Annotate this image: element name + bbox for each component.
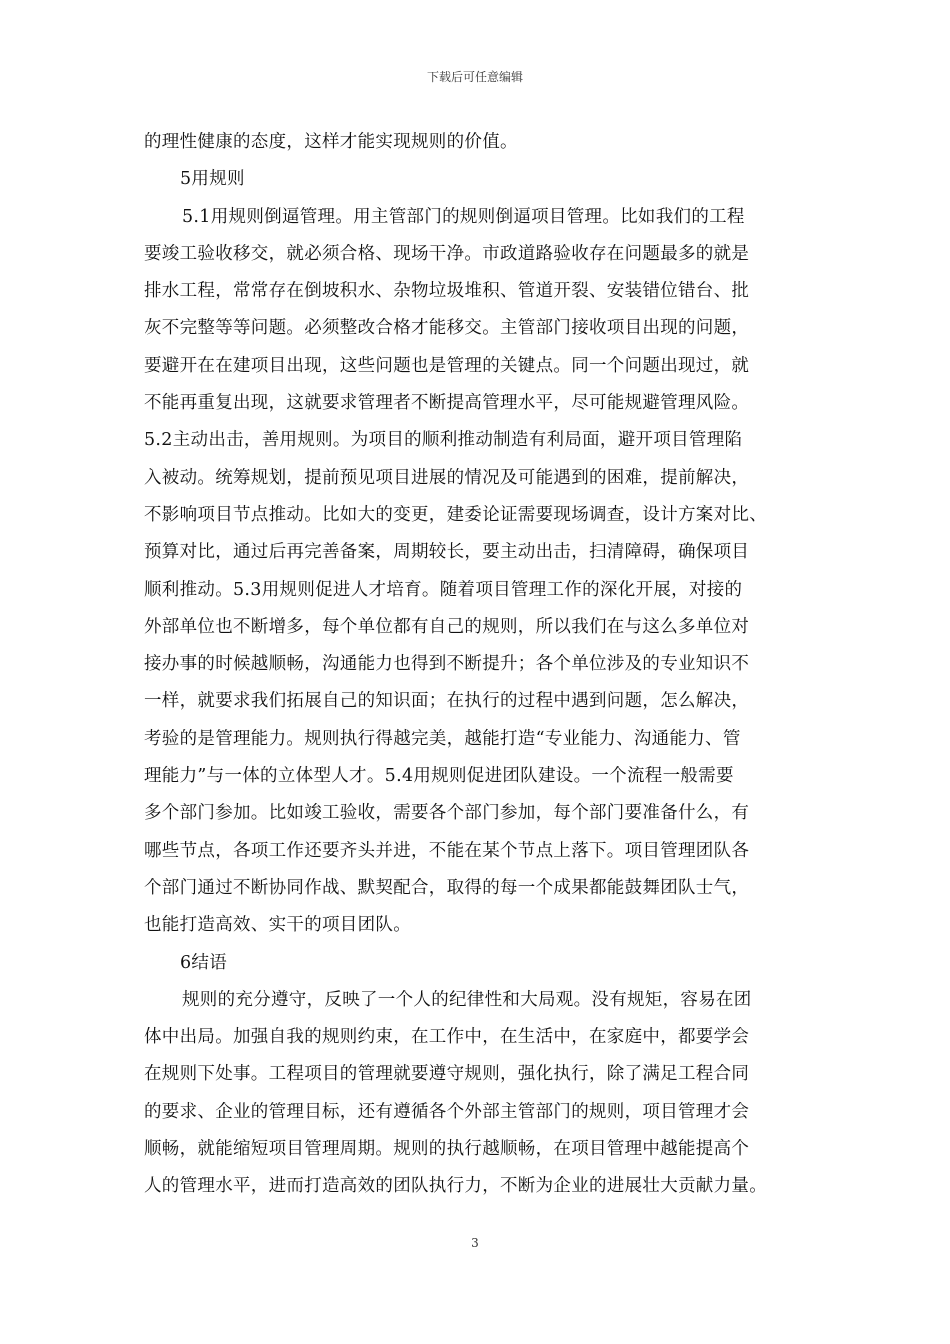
text-line: 的要求、企业的管理目标，还有遵循各个外部主管部门的规则，项目管理才会 bbox=[144, 1101, 750, 1122]
text-line: 也能打造高效、实干的项目团队。 bbox=[144, 915, 411, 936]
text-line: 个部门通过不断协同作战、默契配合，取得的每一个成果都能鼓舞团队士气， bbox=[144, 877, 750, 898]
page-number: 3 bbox=[471, 1236, 479, 1250]
text-line: 排水工程，常常存在倒坡积水、杂物垃圾堆积、管道开裂、安装错位错台、批 bbox=[144, 281, 750, 302]
text-line: 规则的充分遵守，反映了一个人的纪律性和大局观。没有规矩，容易在团 bbox=[182, 989, 752, 1010]
text-line: 5.1用规则倒逼管理。用主管部门的规则倒逼项目管理。比如我们的工程 bbox=[182, 206, 745, 227]
text-line: 灰不完整等等问题。必须整改合格才能移交。主管部门接收项目出现的问题， bbox=[144, 318, 750, 339]
text-line: 接办事的时候越顺畅，沟通能力也得到不断提升；各个单位涉及的专业知识不 bbox=[144, 654, 750, 675]
text-line: 在规则下处事。工程项目的管理就要遵守规则，强化执行，除了满足工程合同 bbox=[144, 1064, 750, 1085]
body-text bbox=[144, 124, 824, 1206]
text-line: 外部单位也不断增多，每个单位都有自己的规则，所以我们在与这么多单位对 bbox=[144, 616, 750, 637]
text-line: 多个部门参加。比如竣工验收，需要各个部门参加，每个部门要准备什么，有 bbox=[144, 803, 750, 824]
text-line: 的理性健康的态度，这样才能实现规则的价值。 bbox=[144, 132, 518, 152]
text-line: 预算对比，通过后再完善备案，周期较长，要主动出击，扫清障碍，确保项目 bbox=[144, 542, 750, 563]
text-line: 不影响项目节点推动。比如大的变更，建委论证需要现场调查，设计方案对比、 bbox=[144, 504, 767, 525]
text-line: 哪些节点，各项工作还要齐头并进，不能在某个节点上落下。项目管理团队各 bbox=[144, 840, 750, 861]
text-line: 要避开在在建项目出现，这些问题也是管理的关键点。同一个问题出现过，就 bbox=[144, 355, 750, 376]
text-line: 6结语 bbox=[180, 952, 228, 973]
text-line: 一样，就要求我们拓展自己的知识面；在执行的过程中遇到问题，怎么解决， bbox=[144, 691, 750, 712]
text-line: 顺利推动。5.3用规则促进人才培育。随着项目管理工作的深化开展，对接的 bbox=[144, 579, 743, 600]
text-line: 顺畅，就能缩短项目管理周期。规则的执行越顺畅，在项目管理中越能提高个 bbox=[144, 1139, 750, 1160]
text-line: 5.2主动出击，善用规则。为项目的顺利推动制造有利局面，避开项目管理陷 bbox=[144, 430, 743, 451]
text-line: 5用规则 bbox=[180, 169, 245, 190]
text-line: 考验的是管理能力。规则执行得越完美，越能打造“专业能力、沟通能力、管 bbox=[144, 728, 741, 749]
text-line: 理能力”与一体的立体型人才。5.4用规则促进团队建设。一个流程一般需要 bbox=[144, 766, 734, 787]
text-line: 不能再重复出现，这就要求管理者不断提高管理水平，尽可能规避管理风险。 bbox=[144, 393, 750, 414]
page-header: 下载后可任意编辑 bbox=[426, 70, 523, 84]
text-line: 要竣工验收移交，就必须合格、现场干净。市政道路验收存在问题最多的就是 bbox=[144, 243, 750, 264]
text-line: 人的管理水平，进而打造高效的团队执行力，不断为企业的进展壮大贡献力量。 bbox=[144, 1176, 767, 1197]
text-line: 入被动。统筹规划，提前预见项目进展的情况及可能遇到的困难，提前解决， bbox=[144, 467, 750, 488]
text-line: 体中出局。加强自我的规则约束，在工作中，在生活中，在家庭中，都要学会 bbox=[144, 1027, 750, 1048]
